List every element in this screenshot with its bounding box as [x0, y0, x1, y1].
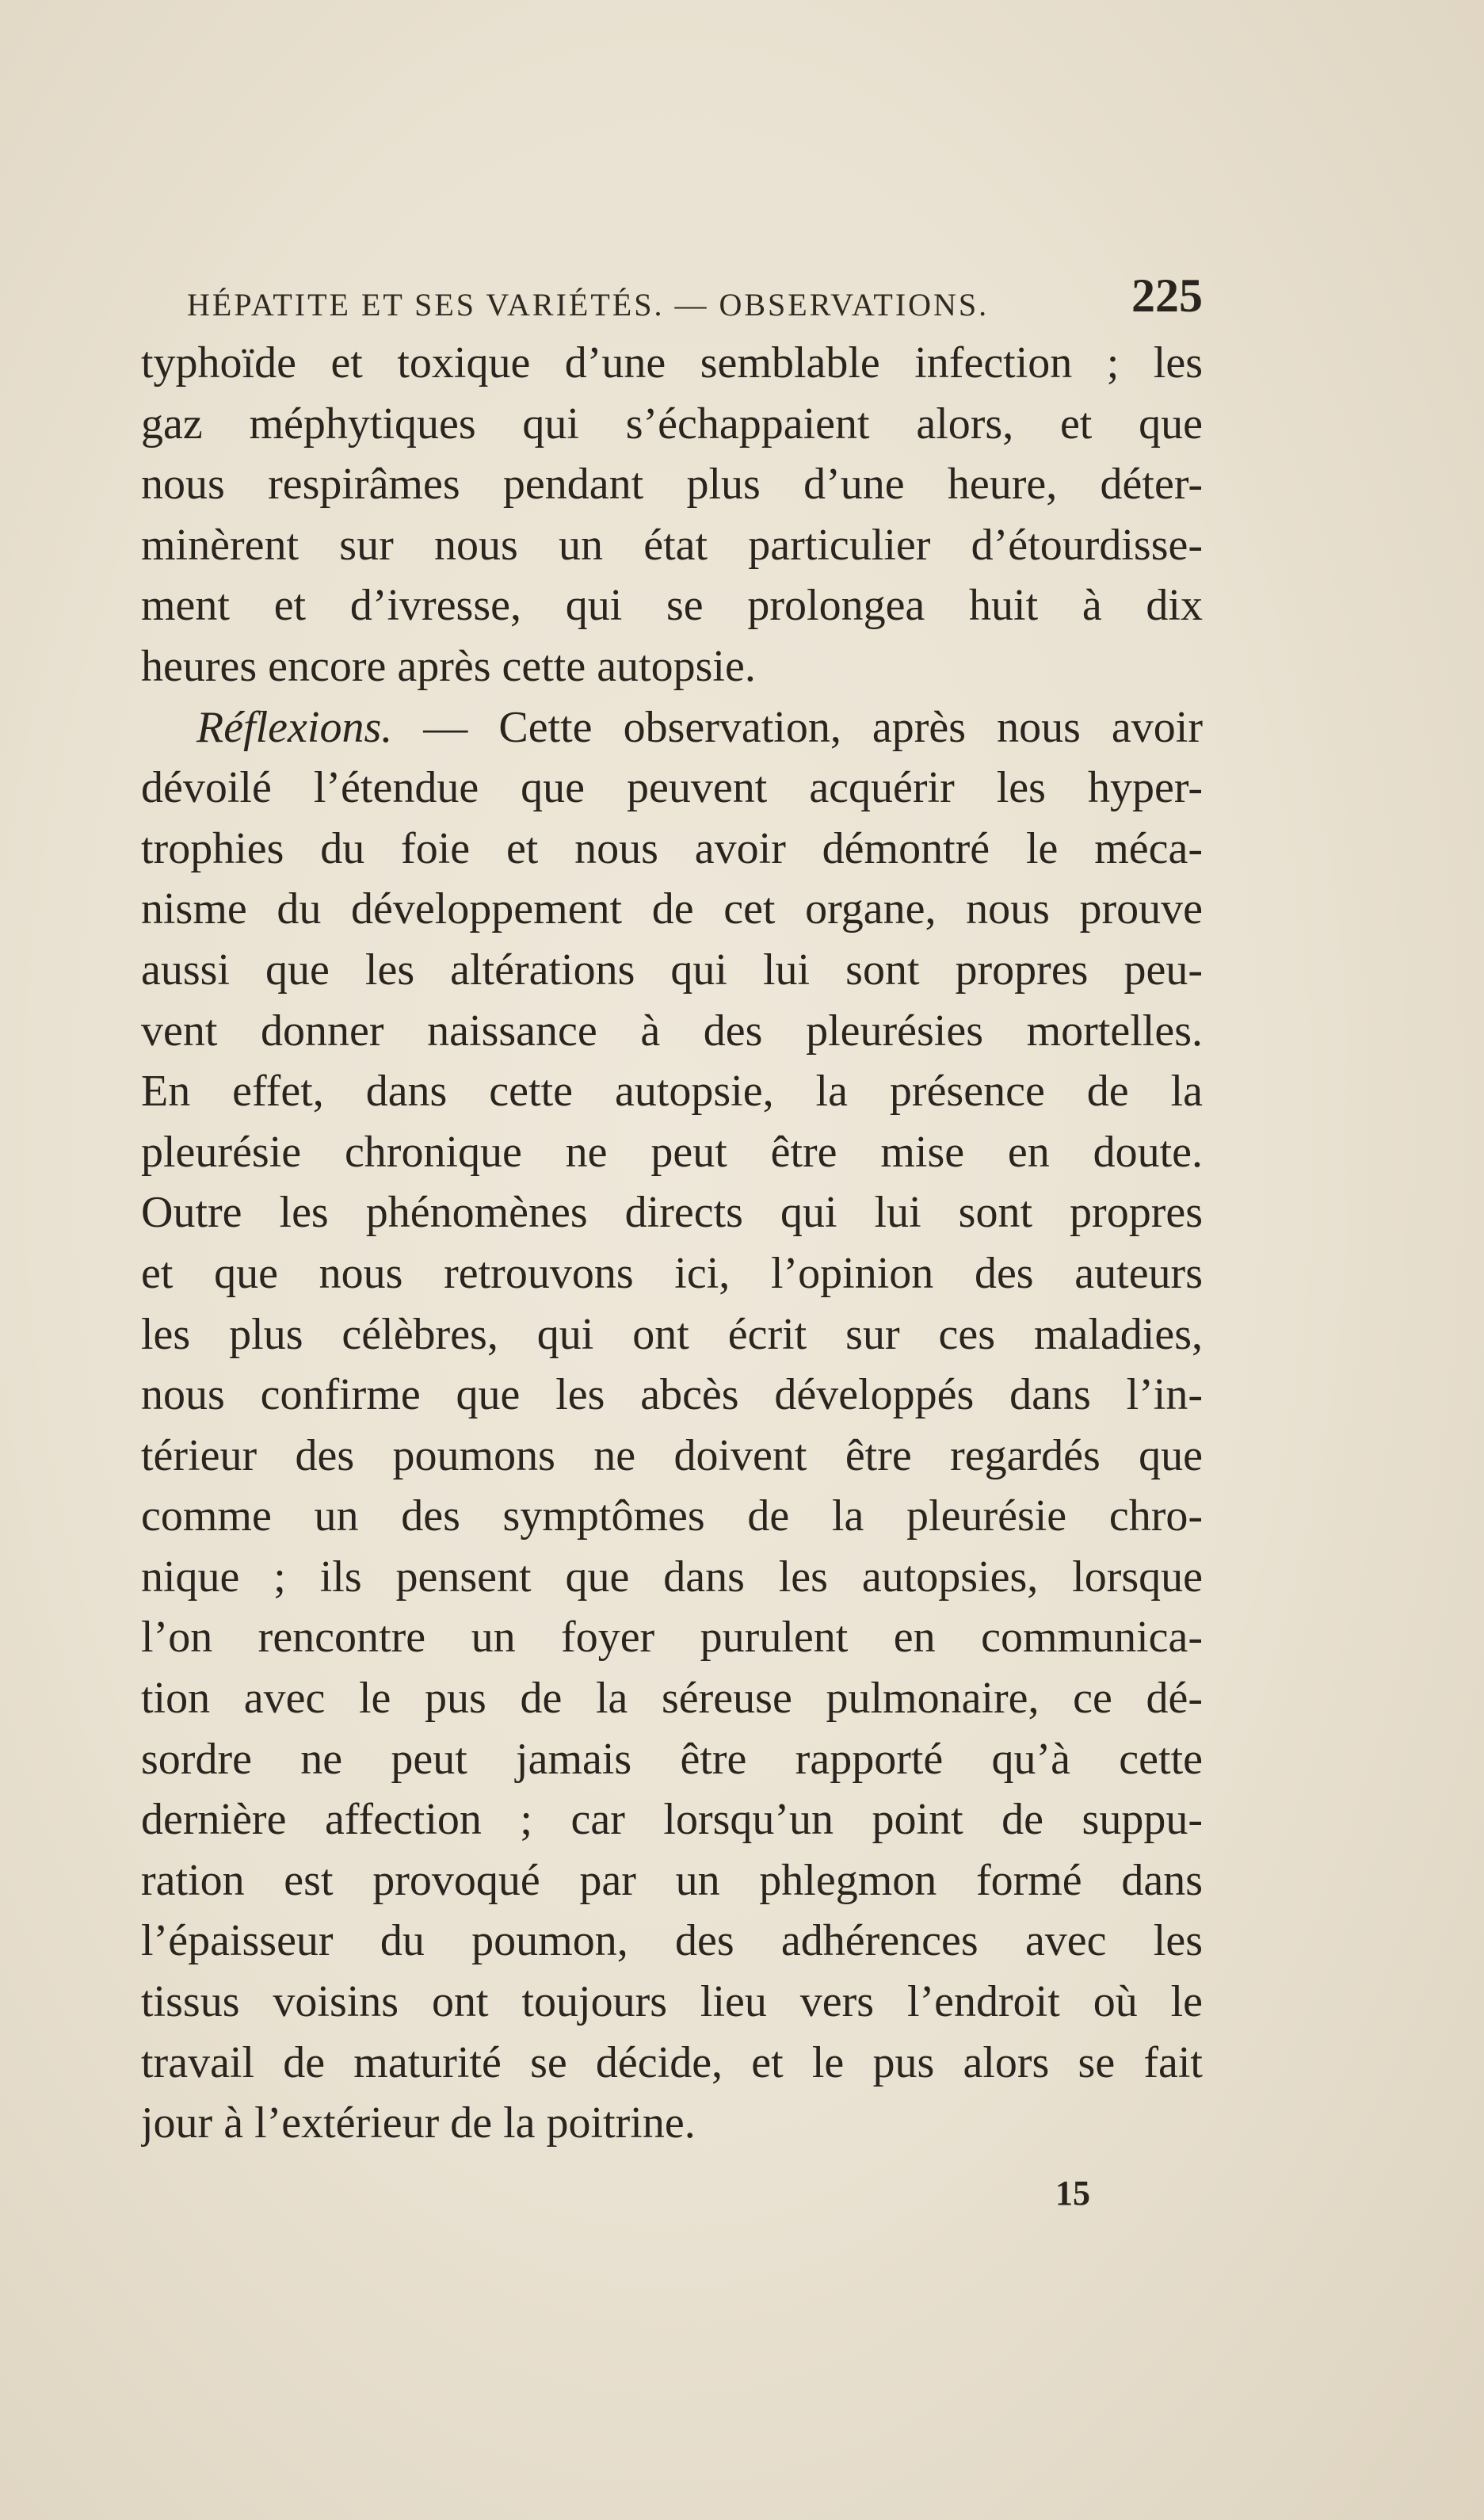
text-line: minèrent sur nous un état particulier d’étourdisse- [141, 520, 1203, 570]
text-line: dévoilé l’étendue que peuvent acquérir les hyper- [141, 763, 1203, 813]
text-line: ration est provoqué par un phlegmon formé dans [141, 1855, 1203, 1905]
text-line: nous confirme que les abcès développés dans l’in- [141, 1370, 1203, 1420]
text-line: tion avec le pus de la séreuse pulmonaire, ce dé- [141, 1674, 1203, 1724]
text-line: En effet, dans cette autopsie, la présence de la [141, 1067, 1203, 1117]
text-line: typhoïde et toxique d’une semblable infection ; les [141, 338, 1203, 388]
text-line: et que nous retrouvons ici, l’opinion des auteurs [141, 1248, 1203, 1298]
text-line: aussi que les altérations qui lui sont propres peu- [141, 945, 1203, 995]
text-line: nisme du développement de cet organe, nous prouve [141, 884, 1203, 934]
page-number: 225 [1131, 269, 1203, 322]
text-line: vent donner naissance à des pleurésies mortelles. [141, 1006, 1203, 1056]
text-line: Outre les phénomènes directs qui lui sont propres [141, 1188, 1203, 1238]
text-line: l’on rencontre un foyer purulent en communica- [141, 1613, 1203, 1663]
running-head [187, 252, 1203, 323]
text-line: travail de maturité se décide, et le pus alors se fait [141, 2037, 1203, 2087]
text-line-rest: — Cette observation, après nous avoir [423, 702, 1203, 752]
text-line: ment et d’ivresse, qui se prolongea huit à dix [141, 581, 1203, 631]
body-text [141, 333, 1203, 2154]
text-line: heures encore après cette autopsie. [141, 641, 756, 691]
text-line: nique ; ils pensent que dans les autopsies, lorsque [141, 1552, 1203, 1602]
text-line: pleurésie chronique ne peut être mise en doute. [141, 1127, 1203, 1177]
text-line: térieur des poumons ne doivent être regardés que [141, 1430, 1203, 1480]
section-label: Réflexions. [196, 702, 393, 752]
text-line: comme un des symptômes de la pleurésie chro- [141, 1491, 1203, 1541]
text-line: dernière affection ; car lorsqu’un point de suppu- [141, 1795, 1203, 1845]
running-head-title: HÉPATITE ET SES VARIÉTÉS. — OBSERVATIONS. [187, 287, 990, 323]
text-line: jour à l’extérieur de la poitrine. [141, 2098, 696, 2148]
text-line: tissus voisins ont toujours lieu vers l’endroit où le [141, 1977, 1203, 2027]
text-line: l’épaisseur du poumon, des adhérences avec les [141, 1916, 1203, 1966]
text-line: les plus célèbres, qui ont écrit sur ces maladies, [141, 1309, 1203, 1359]
paragraph-first-line [141, 697, 1203, 758]
text-line: gaz méphytiques qui s’échappaient alors, et que [141, 399, 1203, 449]
signature-mark: 15 [1055, 2174, 1090, 2213]
text-line: sordre ne peut jamais être rapporté qu’à cette [141, 1734, 1203, 1784]
text-line: nous respirâmes pendant plus d’une heure, déter- [141, 460, 1203, 510]
text-line: trophies du foie et nous avoir démontré le méca- [141, 823, 1203, 873]
